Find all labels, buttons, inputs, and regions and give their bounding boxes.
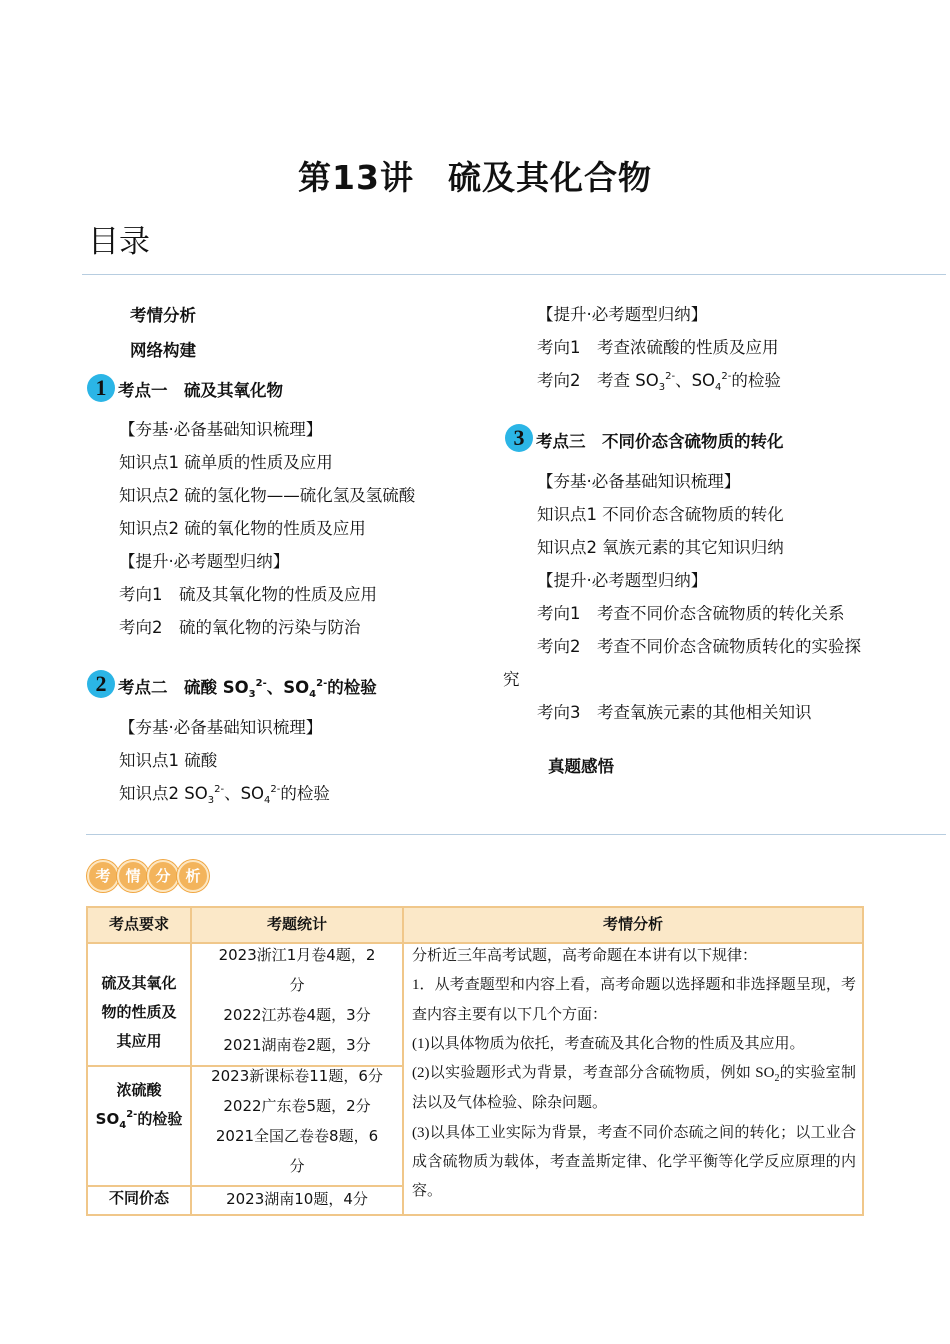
analysis-text: 分析近三年高考试题，高考命题在本讲有以下规律： 1．从考查题型和内容上看，高考命题以选择题和非选择题呈现，考查内容主要有以下几个方面： (1)以具体物质为依托，考查硫及其化合物的性质及其应用。 (2)以实验题形式为背景，考查部分含硫物质，例如 $SO_2$的实验室制法以及气体检验、除杂问题。 (3)以具体工业实际为背景，考查不同价态硫之间的转化；以工业合成含硫物质为载体，考查盖斯定律、化学平衡等化学反应原理的内容。 <box>412 948 856 1200</box>
table-row: 2023湖南10题，4分 <box>226 1190 368 1208</box>
header-analysis: 考情分析 <box>602 915 663 933</box>
toc-item[interactable]: 知识点2 硫的氧化物的性质及应用 <box>119 519 366 538</box>
toc-item[interactable]: 知识点1 硫单质的性质及应用 <box>119 453 333 472</box>
toc-item[interactable]: 【提升·必考题型归纳】 <box>537 305 708 324</box>
table-row: 2023新课标卷11题，6分 2022广东卷5题，2分 2021全国乙卷卷8题，6 分 <box>211 1067 383 1175</box>
toc-item[interactable]: 【提升·必考题型归纳】 <box>119 552 290 571</box>
divider-top <box>82 274 946 275</box>
toc-section-2[interactable]: 考点二 硫酸 $SO_3^{2-}$、$SO_4^{2-}$的检验 <box>118 678 377 700</box>
header-statistics: 考题统计 <box>266 915 327 933</box>
toc-item[interactable]: 知识点1 不同价态含硫物质的转化 <box>537 505 784 524</box>
analysis-table <box>86 906 864 1216</box>
toc-item[interactable]: 考向1 考查不同价态含硫物质的转化关系 <box>537 604 845 623</box>
badge-char: 情 <box>117 860 149 892</box>
table-row: 2023浙江1月卷4题，2 分 2022江苏卷4题，3分 2021湖南卷2题，3分 <box>218 946 376 1054</box>
badge-char: 分 <box>147 860 179 892</box>
toc-item[interactable]: 知识点2 硫的氢化物——硫化氢及氢硫酸 <box>119 486 416 505</box>
page-title: 第13讲 硫及其化合物 <box>298 158 652 197</box>
toc-kaoqing[interactable]: 考情分析 <box>130 306 196 325</box>
toc-zhenti[interactable]: 真题感悟 <box>548 757 614 776</box>
toc-item[interactable]: 【夯基·必备基础知识梳理】 <box>119 420 323 439</box>
toc-item[interactable]: 知识点1 硫酸 <box>119 751 218 770</box>
section-2-number: 2 <box>87 670 115 698</box>
toc-item[interactable]: 考向2 考查不同价态含硫物质转化的实验探 <box>537 637 861 656</box>
toc-section-1[interactable]: 考点一 硫及其氧化物 <box>118 381 283 400</box>
table-row: 硫及其氧化 物的性质及 其应用 <box>101 974 177 1050</box>
toc-item[interactable]: 【提升·必考题型归纳】 <box>537 571 708 590</box>
toc-wangluo[interactable]: 网络构建 <box>130 341 196 360</box>
section-3-number: 3 <box>505 424 533 452</box>
badge-char: 考 <box>87 860 119 892</box>
toc-item[interactable]: 考向2 硫的氧化物的污染与防治 <box>119 618 361 637</box>
badge-char: 析 <box>177 860 209 892</box>
toc-item[interactable]: 考向2 考查 $SO_3^{2-}$、$SO_4^{2-}$的检验 <box>537 371 781 393</box>
section-1-number: 1 <box>87 374 115 402</box>
header-requirement: 考点要求 <box>108 915 169 933</box>
kaoqing-badge <box>87 860 207 894</box>
toc-item[interactable]: 考向1 硫及其氧化物的性质及应用 <box>119 585 377 604</box>
table-row: 浓硫酸 $SO_4^{2-}$的检验 <box>95 1081 183 1131</box>
toc-section-3[interactable]: 考点三 不同价态含硫物质的转化 <box>536 432 784 451</box>
toc-heading: 目录 <box>88 224 150 260</box>
table-row: 不同价态 <box>108 1189 169 1207</box>
toc-item[interactable]: 知识点2 $SO_3^{2-}$、$SO_4^{2-}$的检验 <box>119 784 330 806</box>
divider-bottom <box>86 834 946 835</box>
toc-item[interactable]: 考向1 考查浓硫酸的性质及应用 <box>537 338 779 357</box>
toc-item[interactable]: 知识点2 氧族元素的其它知识归纳 <box>537 538 784 557</box>
toc-item[interactable]: 【夯基·必备基础知识梳理】 <box>537 472 741 491</box>
toc-item-wrap[interactable]: 究 <box>503 670 520 689</box>
toc-item[interactable]: 考向3 考查氧族元素的其他相关知识 <box>537 703 812 722</box>
toc-item[interactable]: 【夯基·必备基础知识梳理】 <box>119 718 323 737</box>
